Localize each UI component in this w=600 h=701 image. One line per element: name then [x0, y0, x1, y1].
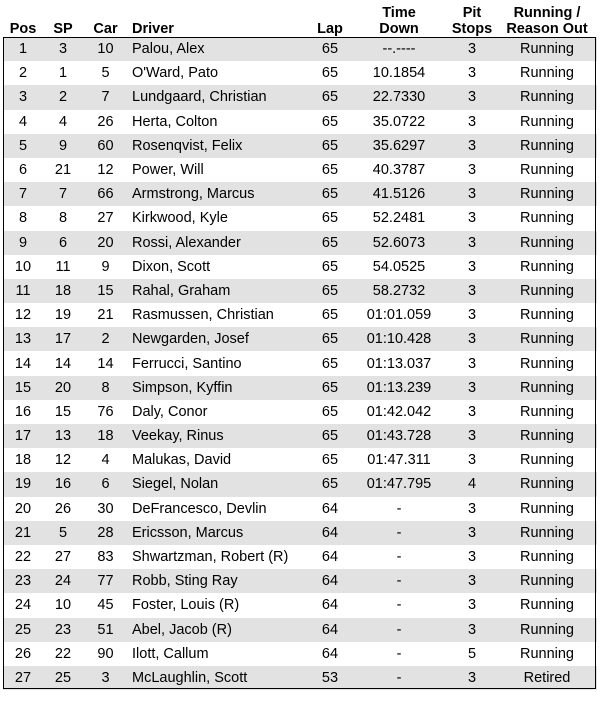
cell-driver: Herta, Colton	[128, 110, 309, 134]
cell-pit-stops: 3	[447, 376, 497, 400]
cell-status: Running	[497, 158, 597, 182]
cell-driver: Rasmussen, Christian	[128, 303, 309, 327]
cell-pit-stops: 3	[447, 521, 497, 545]
cell-lap: 64	[309, 618, 351, 642]
cell-driver: McLaughlin, Scott	[128, 666, 309, 690]
cell-sp: 23	[43, 618, 83, 642]
cell-car: 90	[83, 642, 128, 666]
cell-pos: 8	[3, 206, 43, 230]
cell-lap: 65	[309, 255, 351, 279]
header-lap: Lap	[317, 21, 343, 37]
cell-driver: Shwartzman, Robert (R)	[128, 545, 309, 569]
cell-car: 76	[83, 400, 128, 424]
cell-car: 4	[83, 448, 128, 472]
cell-driver: Veekay, Rinus	[128, 424, 309, 448]
cell-lap: 65	[309, 182, 351, 206]
cell-sp: 3	[43, 37, 83, 61]
cell-pos: 13	[3, 327, 43, 351]
table-row	[3, 351, 597, 375]
cell-time-down: -	[351, 666, 447, 690]
table-row	[3, 642, 597, 666]
cell-sp: 9	[43, 134, 83, 158]
header-time-down-line2: Down	[379, 21, 419, 37]
cell-lap: 65	[309, 327, 351, 351]
header-time-down-line1: Time	[382, 5, 416, 21]
cell-pos: 18	[3, 448, 43, 472]
cell-driver: Rosenqvist, Felix	[128, 134, 309, 158]
cell-pit-stops: 3	[447, 618, 497, 642]
cell-sp: 21	[43, 158, 83, 182]
cell-car: 18	[83, 424, 128, 448]
cell-sp: 22	[43, 642, 83, 666]
table-row	[3, 255, 597, 279]
cell-time-down: -	[351, 593, 447, 617]
cell-status: Running	[497, 110, 597, 134]
cell-car: 20	[83, 231, 128, 255]
cell-driver: Daly, Conor	[128, 400, 309, 424]
cell-driver: O'Ward, Pato	[128, 61, 309, 85]
cell-driver: Simpson, Kyffin	[128, 376, 309, 400]
cell-pit-stops: 4	[447, 472, 497, 496]
cell-time-down: -	[351, 521, 447, 545]
cell-sp: 14	[43, 351, 83, 375]
cell-pos: 16	[3, 400, 43, 424]
table-row	[3, 400, 597, 424]
cell-time-down: 01:47.311	[351, 448, 447, 472]
cell-pit-stops: 3	[447, 497, 497, 521]
table-row	[3, 545, 597, 569]
cell-status: Running	[497, 497, 597, 521]
cell-lap: 65	[309, 424, 351, 448]
cell-sp: 25	[43, 666, 83, 690]
cell-sp: 10	[43, 593, 83, 617]
cell-pos: 17	[3, 424, 43, 448]
cell-status: Retired	[497, 666, 597, 690]
cell-status: Running	[497, 327, 597, 351]
cell-sp: 8	[43, 206, 83, 230]
table-row	[3, 424, 597, 448]
cell-sp: 27	[43, 545, 83, 569]
table-row	[3, 206, 597, 230]
cell-status: Running	[497, 206, 597, 230]
cell-sp: 19	[43, 303, 83, 327]
cell-time-down: 58.2732	[351, 279, 447, 303]
cell-lap: 64	[309, 497, 351, 521]
table-row	[3, 158, 597, 182]
cell-car: 3	[83, 666, 128, 690]
cell-driver: Palou, Alex	[128, 37, 309, 61]
cell-lap: 65	[309, 448, 351, 472]
cell-status: Running	[497, 472, 597, 496]
cell-status: Running	[497, 231, 597, 255]
cell-time-down: 01:01.059	[351, 303, 447, 327]
cell-status: Running	[497, 37, 597, 61]
cell-pit-stops: 3	[447, 61, 497, 85]
cell-pit-stops: 3	[447, 279, 497, 303]
cell-sp: 6	[43, 231, 83, 255]
cell-pos: 22	[3, 545, 43, 569]
cell-car: 27	[83, 206, 128, 230]
cell-driver: Ericsson, Marcus	[128, 521, 309, 545]
cell-time-down: 01:13.239	[351, 376, 447, 400]
table-row	[3, 37, 597, 61]
cell-lap: 64	[309, 593, 351, 617]
cell-time-down: -	[351, 545, 447, 569]
table-row	[3, 618, 597, 642]
cell-time-down: 01:10.428	[351, 327, 447, 351]
results-body	[3, 37, 597, 690]
cell-car: 26	[83, 110, 128, 134]
results-table	[3, 2, 597, 690]
cell-sp: 15	[43, 400, 83, 424]
cell-pit-stops: 3	[447, 569, 497, 593]
cell-car: 83	[83, 545, 128, 569]
cell-time-down: -	[351, 497, 447, 521]
cell-lap: 65	[309, 303, 351, 327]
cell-lap: 65	[309, 279, 351, 303]
cell-status: Running	[497, 618, 597, 642]
cell-pos: 19	[3, 472, 43, 496]
cell-pos: 1	[3, 37, 43, 61]
cell-driver: Ilott, Callum	[128, 642, 309, 666]
header-pit-line2: Stops	[451, 21, 493, 37]
cell-pit-stops: 3	[447, 400, 497, 424]
cell-driver: Lundgaard, Christian	[128, 85, 309, 109]
cell-time-down: 35.6297	[351, 134, 447, 158]
table-row	[3, 134, 597, 158]
cell-car: 6	[83, 472, 128, 496]
table-row	[3, 182, 597, 206]
cell-time-down: 01:13.037	[351, 351, 447, 375]
cell-status: Running	[497, 255, 597, 279]
cell-car: 66	[83, 182, 128, 206]
cell-lap: 65	[309, 134, 351, 158]
cell-pos: 25	[3, 618, 43, 642]
cell-pos: 3	[3, 85, 43, 109]
table-row	[3, 521, 597, 545]
cell-car: 5	[83, 61, 128, 85]
cell-pos: 6	[3, 158, 43, 182]
cell-pos: 27	[3, 666, 43, 690]
table-row	[3, 448, 597, 472]
cell-status: Running	[497, 134, 597, 158]
table-row	[3, 472, 597, 496]
cell-car: 30	[83, 497, 128, 521]
cell-sp: 1	[43, 61, 83, 85]
cell-car: 7	[83, 85, 128, 109]
cell-driver: Foster, Louis (R)	[128, 593, 309, 617]
cell-lap: 64	[309, 521, 351, 545]
cell-time-down: 10.1854	[351, 61, 447, 85]
cell-status: Running	[497, 642, 597, 666]
cell-pos: 11	[3, 279, 43, 303]
cell-lap: 53	[309, 666, 351, 690]
cell-car: 10	[83, 37, 128, 61]
cell-status: Running	[497, 521, 597, 545]
cell-pit-stops: 3	[447, 593, 497, 617]
cell-pos: 5	[3, 134, 43, 158]
cell-lap: 65	[309, 400, 351, 424]
table-row	[3, 110, 597, 134]
cell-status: Running	[497, 424, 597, 448]
cell-pos: 4	[3, 110, 43, 134]
cell-car: 45	[83, 593, 128, 617]
cell-sp: 4	[43, 110, 83, 134]
cell-pit-stops: 3	[447, 545, 497, 569]
table-row	[3, 593, 597, 617]
cell-pit-stops: 3	[447, 666, 497, 690]
cell-pit-stops: 3	[447, 231, 497, 255]
cell-pit-stops: 3	[447, 351, 497, 375]
cell-driver: Rossi, Alexander	[128, 231, 309, 255]
cell-sp: 7	[43, 182, 83, 206]
cell-driver: Armstrong, Marcus	[128, 182, 309, 206]
header-row	[3, 2, 597, 37]
cell-time-down: -	[351, 618, 447, 642]
cell-pit-stops: 3	[447, 206, 497, 230]
cell-driver: Abel, Jacob (R)	[128, 618, 309, 642]
cell-sp: 2	[43, 85, 83, 109]
cell-pos: 12	[3, 303, 43, 327]
table-row	[3, 666, 597, 690]
header-status-line1: Running /	[513, 5, 581, 21]
cell-time-down: 01:43.728	[351, 424, 447, 448]
cell-lap: 65	[309, 472, 351, 496]
cell-time-down: -	[351, 642, 447, 666]
cell-time-down: 52.6073	[351, 231, 447, 255]
cell-time-down: 22.7330	[351, 85, 447, 109]
cell-status: Running	[497, 351, 597, 375]
cell-pit-stops: 3	[447, 303, 497, 327]
cell-pit-stops: 3	[447, 134, 497, 158]
cell-car: 21	[83, 303, 128, 327]
cell-sp: 11	[43, 255, 83, 279]
cell-pos: 26	[3, 642, 43, 666]
cell-lap: 65	[309, 231, 351, 255]
cell-lap: 64	[309, 569, 351, 593]
cell-status: Running	[497, 593, 597, 617]
cell-car: 8	[83, 376, 128, 400]
cell-lap: 64	[309, 545, 351, 569]
cell-lap: 65	[309, 85, 351, 109]
cell-lap: 65	[309, 61, 351, 85]
header-pos: Pos	[9, 21, 37, 37]
cell-lap: 65	[309, 206, 351, 230]
cell-lap: 65	[309, 37, 351, 61]
cell-driver: Malukas, David	[128, 448, 309, 472]
cell-time-down: 01:42.042	[351, 400, 447, 424]
cell-lap: 65	[309, 351, 351, 375]
cell-status: Running	[497, 545, 597, 569]
cell-status: Running	[497, 400, 597, 424]
cell-lap: 65	[309, 376, 351, 400]
table-row	[3, 327, 597, 351]
table-row	[3, 231, 597, 255]
cell-status: Running	[497, 376, 597, 400]
cell-car: 15	[83, 279, 128, 303]
cell-pit-stops: 3	[447, 37, 497, 61]
cell-lap: 64	[309, 642, 351, 666]
cell-driver: Siegel, Nolan	[128, 472, 309, 496]
cell-sp: 26	[43, 497, 83, 521]
cell-car: 28	[83, 521, 128, 545]
cell-driver: Rahal, Graham	[128, 279, 309, 303]
cell-pit-stops: 3	[447, 448, 497, 472]
cell-car: 14	[83, 351, 128, 375]
cell-sp: 5	[43, 521, 83, 545]
cell-sp: 18	[43, 279, 83, 303]
cell-sp: 20	[43, 376, 83, 400]
cell-time-down: 40.3787	[351, 158, 447, 182]
cell-time-down: 01:47.795	[351, 472, 447, 496]
cell-pos: 14	[3, 351, 43, 375]
cell-status: Running	[497, 182, 597, 206]
header-status	[497, 2, 597, 37]
cell-status: Running	[497, 61, 597, 85]
cell-car: 51	[83, 618, 128, 642]
cell-driver: Ferrucci, Santino	[128, 351, 309, 375]
table-row	[3, 85, 597, 109]
cell-sp: 13	[43, 424, 83, 448]
cell-status: Running	[497, 303, 597, 327]
cell-pos: 2	[3, 61, 43, 85]
cell-sp: 12	[43, 448, 83, 472]
cell-car: 77	[83, 569, 128, 593]
table-row	[3, 497, 597, 521]
cell-pos: 10	[3, 255, 43, 279]
cell-pos: 20	[3, 497, 43, 521]
table-row	[3, 569, 597, 593]
cell-driver: Newgarden, Josef	[128, 327, 309, 351]
cell-lap: 65	[309, 158, 351, 182]
cell-pit-stops: 3	[447, 158, 497, 182]
cell-status: Running	[497, 448, 597, 472]
cell-sp: 24	[43, 569, 83, 593]
cell-pos: 15	[3, 376, 43, 400]
table-row	[3, 61, 597, 85]
table-row	[3, 376, 597, 400]
cell-pit-stops: 5	[447, 642, 497, 666]
table-row	[3, 279, 597, 303]
cell-car: 12	[83, 158, 128, 182]
cell-pos: 23	[3, 569, 43, 593]
header-time-down	[351, 2, 447, 37]
cell-status: Running	[497, 85, 597, 109]
cell-driver: Power, Will	[128, 158, 309, 182]
cell-time-down: 52.2481	[351, 206, 447, 230]
header-sp: SP	[53, 21, 73, 37]
cell-pos: 9	[3, 231, 43, 255]
cell-lap: 65	[309, 110, 351, 134]
cell-time-down: 35.0722	[351, 110, 447, 134]
cell-time-down: -	[351, 569, 447, 593]
cell-car: 2	[83, 327, 128, 351]
header-car: Car	[93, 21, 118, 37]
table-row	[3, 303, 597, 327]
cell-sp: 16	[43, 472, 83, 496]
cell-pit-stops: 3	[447, 424, 497, 448]
cell-driver: Robb, Sting Ray	[128, 569, 309, 593]
cell-pit-stops: 3	[447, 110, 497, 134]
cell-pos: 7	[3, 182, 43, 206]
cell-pit-stops: 3	[447, 85, 497, 109]
header-pit-line1: Pit	[462, 5, 482, 21]
cell-pos: 21	[3, 521, 43, 545]
cell-status: Running	[497, 279, 597, 303]
cell-driver: Dixon, Scott	[128, 255, 309, 279]
cell-driver: DeFrancesco, Devlin	[128, 497, 309, 521]
cell-sp: 17	[43, 327, 83, 351]
cell-pos: 24	[3, 593, 43, 617]
cell-pit-stops: 3	[447, 255, 497, 279]
cell-car: 9	[83, 255, 128, 279]
header-driver: Driver	[132, 21, 174, 37]
cell-status: Running	[497, 569, 597, 593]
header-pit-stops	[447, 2, 497, 37]
cell-pit-stops: 3	[447, 182, 497, 206]
cell-time-down: --.----	[351, 37, 447, 61]
cell-car: 60	[83, 134, 128, 158]
cell-time-down: 54.0525	[351, 255, 447, 279]
header-status-line2: Reason Out	[506, 21, 588, 37]
cell-driver: Kirkwood, Kyle	[128, 206, 309, 230]
cell-pit-stops: 3	[447, 327, 497, 351]
cell-time-down: 41.5126	[351, 182, 447, 206]
